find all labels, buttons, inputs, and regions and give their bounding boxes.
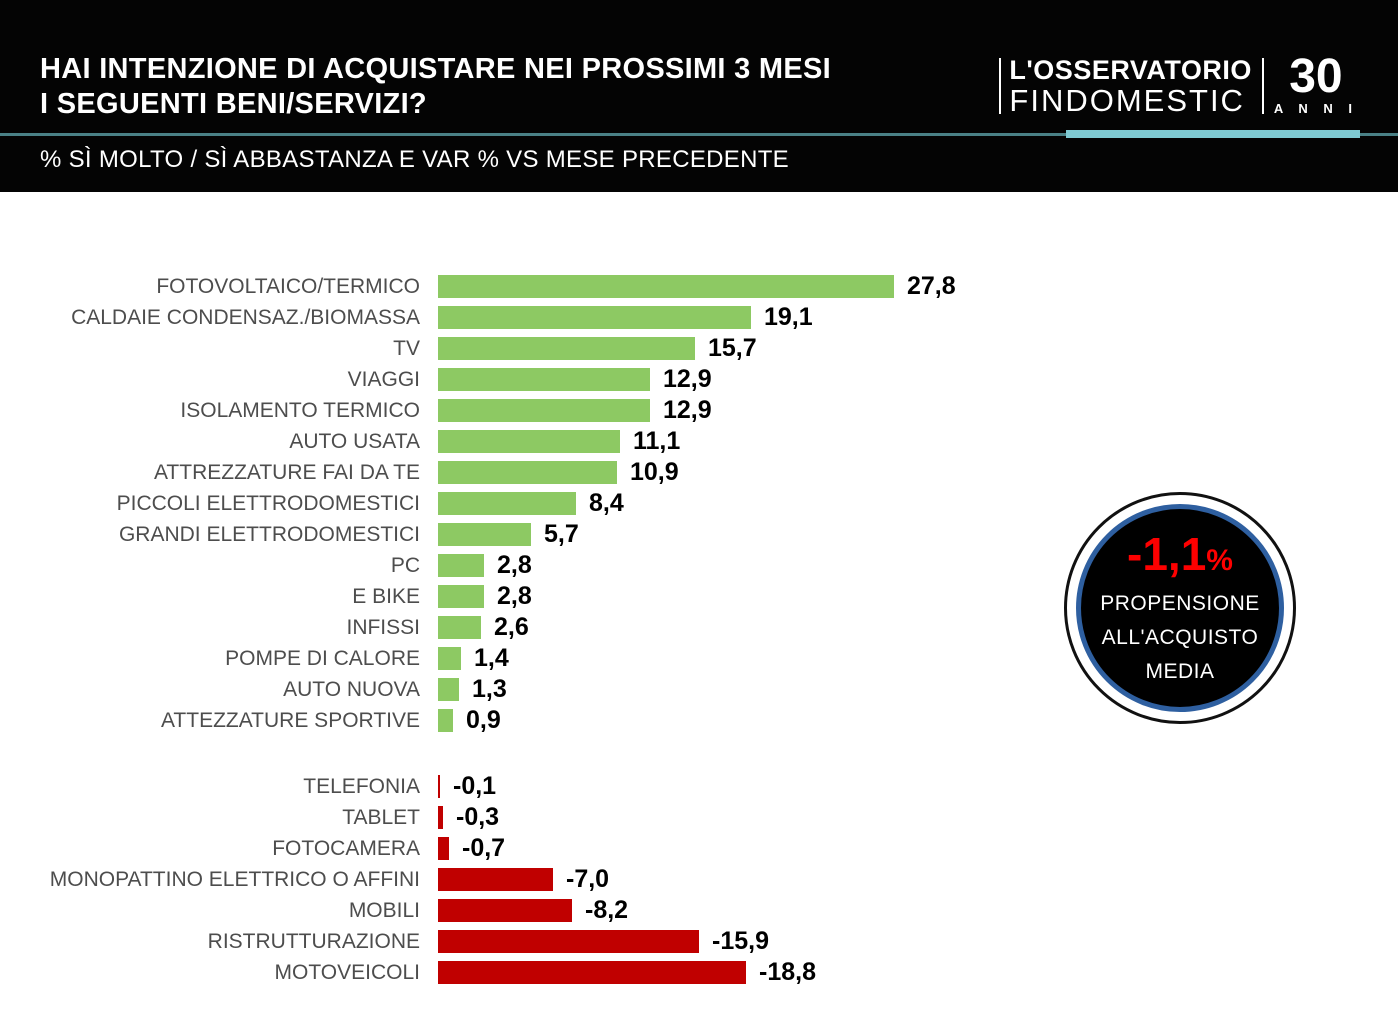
value-label: 12,9	[663, 396, 712, 424]
value-label: 8,4	[589, 489, 624, 517]
bar-area	[438, 303, 813, 332]
bar-area	[438, 706, 501, 735]
value-label: -18,8	[759, 958, 816, 986]
category-label: PC	[390, 553, 420, 577]
badge-label-line1: PROPENSIONE	[1100, 592, 1260, 615]
category-label: FOTOCAMERA	[272, 836, 420, 860]
bar	[438, 709, 453, 732]
category-label: FOTOVOLTAICO/TERMICO	[156, 274, 420, 298]
logo-anniversary	[1273, 50, 1358, 116]
positive-bars-group	[0, 271, 956, 736]
category-label: TV	[393, 336, 420, 360]
category-label: ATTEZZATURE SPORTIVE	[160, 708, 420, 732]
chart-row	[0, 612, 956, 643]
bar-area	[438, 803, 499, 832]
negative-bars-group	[0, 771, 816, 988]
bar	[438, 523, 531, 546]
logo-osservatorio-text: L'OSSERVATORIO	[1009, 55, 1252, 85]
chart-row	[0, 426, 956, 457]
bar	[438, 930, 699, 953]
category-label: CALDAIE CONDENSAZ./BIOMASSA	[71, 305, 420, 329]
bar	[438, 647, 461, 670]
category-label: VIAGGI	[347, 367, 420, 391]
category-label: RISTRUTTURAZIONE	[207, 929, 420, 953]
badge-label-line2: ALL'ACQUISTO	[1101, 626, 1259, 649]
bar	[438, 399, 650, 422]
category-label: MONOPATTINO ELETTRICO O AFFINI	[49, 867, 420, 891]
chart-row	[0, 771, 816, 802]
value-label: 1,4	[474, 644, 509, 672]
logo-divider-bar	[1262, 58, 1264, 114]
bar	[438, 616, 481, 639]
badge-value	[1127, 527, 1233, 581]
category-label: GRANDI ELETTRODOMESTICI	[118, 522, 420, 546]
category-label: INFISSI	[346, 615, 420, 639]
value-label: 2,8	[497, 551, 532, 579]
category-label: AUTO NUOVA	[283, 677, 420, 701]
bar-area	[438, 365, 712, 394]
page-title	[40, 52, 831, 122]
bar-area	[438, 772, 496, 801]
bar	[438, 806, 443, 829]
chart-row	[0, 674, 956, 705]
value-label: -15,9	[712, 927, 769, 955]
value-label: 15,7	[708, 334, 757, 362]
bar-area	[438, 551, 532, 580]
bar-area	[438, 896, 628, 925]
value-label: 11,1	[633, 427, 681, 455]
value-label: 2,8	[497, 582, 532, 610]
bar-area	[438, 644, 509, 673]
bar-area	[438, 458, 679, 487]
average-propensity-badge	[1064, 492, 1296, 724]
bar	[438, 837, 449, 860]
value-label: 12,9	[663, 365, 712, 393]
page-title-line2: I SEGUENTI BENI/SERVIZI?	[40, 88, 427, 120]
chart-row	[0, 864, 816, 895]
bar-area	[438, 865, 609, 894]
category-label: MOBILI	[348, 898, 420, 922]
value-label: -8,2	[585, 896, 629, 924]
value-label: 1,3	[472, 675, 507, 703]
chart-row	[0, 364, 956, 395]
value-label: 5,7	[544, 520, 579, 548]
chart-row	[0, 271, 956, 302]
bar-area	[438, 489, 624, 518]
logo-30-number: 30	[1289, 50, 1343, 103]
chart-row	[0, 519, 956, 550]
header-bar	[0, 0, 1398, 192]
bar-area	[438, 396, 712, 425]
bar-area	[438, 834, 505, 863]
bar	[438, 275, 894, 298]
value-label: -0,7	[462, 834, 506, 862]
chart-row	[0, 550, 956, 581]
badge-value-number: -1,1	[1127, 528, 1207, 580]
bar-area	[438, 582, 532, 611]
badge-label-line3: MEDIA	[1145, 660, 1215, 683]
chart-row	[0, 488, 956, 519]
bar	[438, 430, 620, 453]
badge-inner-circle	[1076, 504, 1284, 712]
category-label: TABLET	[342, 805, 420, 829]
category-label: ISOLAMENTO TERMICO	[180, 398, 420, 422]
value-label: -0,3	[456, 803, 500, 831]
chart-row	[0, 457, 956, 488]
chart-row	[0, 581, 956, 612]
bar-area	[438, 334, 757, 363]
value-label: 10,9	[630, 458, 679, 486]
chart-row	[0, 705, 956, 736]
bar-area	[438, 427, 680, 456]
chart-subtitle: % SÌ MOLTO / SÌ ABBASTANZA E VAR % VS MESE PRECEDENTE	[40, 146, 789, 173]
findomestic-logo	[999, 50, 1358, 118]
chart-row	[0, 302, 956, 333]
category-label: TELEFONIA	[303, 774, 420, 798]
header-divider-accent	[1066, 130, 1360, 138]
page-title-line1: HAI INTENZIONE DI ACQUISTARE NEI PROSSIMI 3 MESI	[40, 53, 832, 85]
category-label: E BIKE	[352, 584, 420, 608]
category-label: AUTO USATA	[289, 429, 420, 453]
chart-row	[0, 957, 816, 988]
chart-row	[0, 802, 816, 833]
category-label: MOTOVEICOLI	[274, 960, 420, 984]
chart-row	[0, 643, 956, 674]
bar	[438, 775, 440, 798]
bar-area	[438, 927, 769, 956]
bar	[438, 554, 484, 577]
bar	[438, 899, 572, 922]
value-label: -7,0	[566, 865, 610, 893]
bar-area	[438, 675, 507, 704]
chart-row	[0, 895, 816, 926]
chart-row	[0, 333, 956, 364]
bar	[438, 492, 576, 515]
value-label: 27,8	[907, 272, 956, 300]
category-label: PICCOLI ELETTRODOMESTICI	[116, 491, 420, 515]
category-label: POMPE DI CALORE	[225, 646, 420, 670]
bar	[438, 337, 695, 360]
chart-row	[0, 926, 816, 957]
bar	[438, 461, 617, 484]
bar	[438, 678, 459, 701]
logo-divider-bar	[999, 58, 1001, 114]
value-label: 19,1	[764, 303, 813, 331]
logo-findomestic-text: FINDOMESTIC	[1009, 83, 1245, 118]
bar	[438, 368, 650, 391]
chart-row	[0, 833, 816, 864]
value-label: -0,1	[453, 772, 497, 800]
logo-wordmark	[1009, 56, 1251, 116]
bar-area	[438, 958, 816, 987]
bar	[438, 585, 484, 608]
value-label: 2,6	[494, 613, 529, 641]
bar-area	[438, 520, 579, 549]
bar	[438, 961, 746, 984]
bar-area	[438, 272, 956, 301]
logo-anni-label: A N N I	[1273, 101, 1358, 116]
chart-row	[0, 395, 956, 426]
bar	[438, 306, 751, 329]
badge-percent-sign: %	[1206, 544, 1233, 577]
value-label: 0,9	[466, 706, 501, 734]
bar-area	[438, 613, 529, 642]
bar	[438, 868, 553, 891]
category-label: ATTREZZATURE FAI DA TE	[153, 460, 420, 484]
